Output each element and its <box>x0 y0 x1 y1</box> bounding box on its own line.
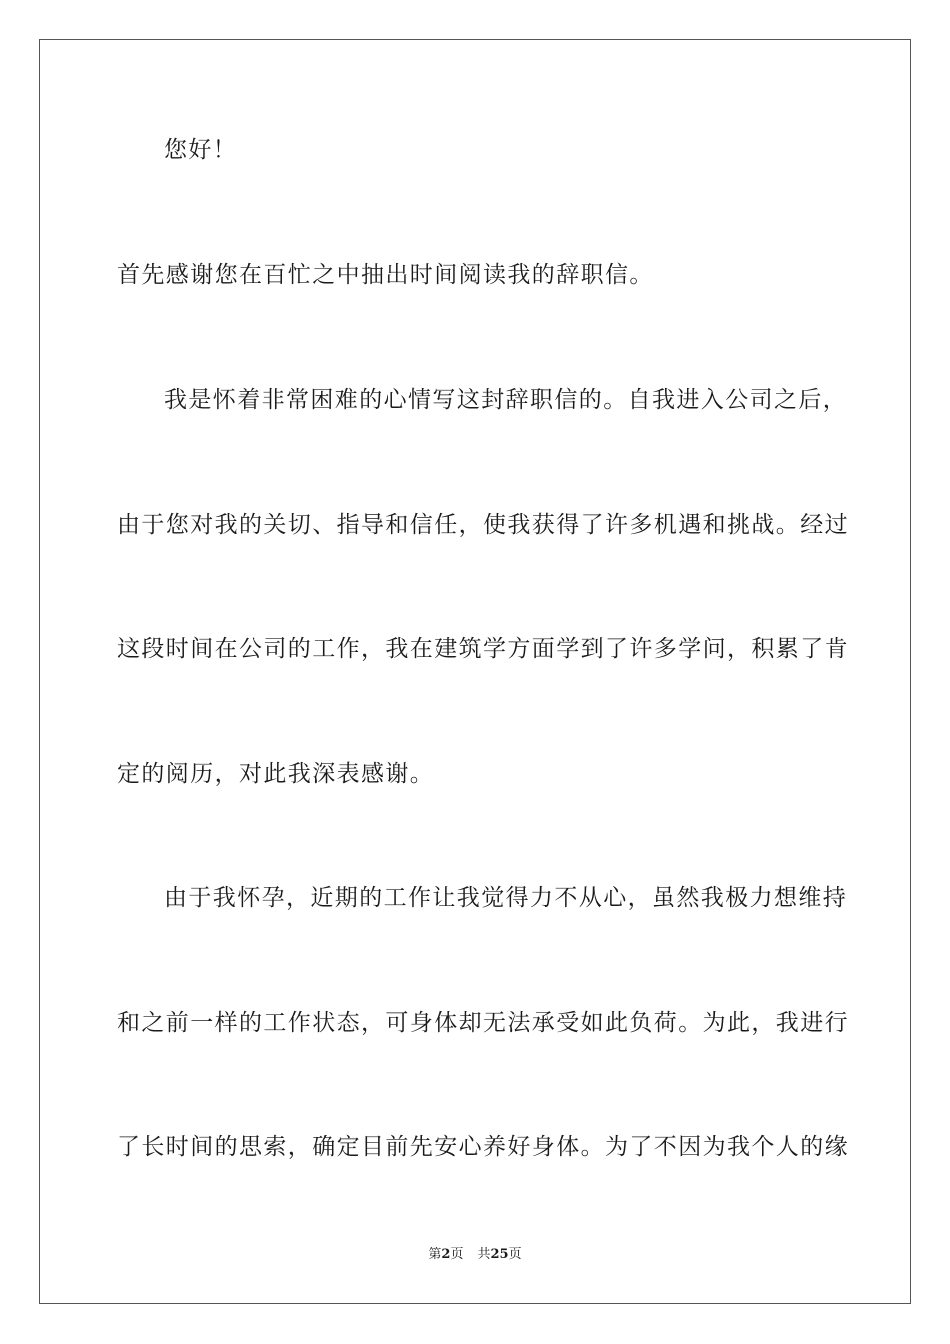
footer-total-pages: 25 <box>490 1247 509 1262</box>
footer-page-prefix: 第 <box>428 1247 442 1262</box>
paragraph-line: 定的阅历，对此我深表感谢。 <box>117 761 435 787</box>
paragraph-line: 和之前一样的工作状态，可身体却无法承受如此负荷。为此，我进行 <box>117 1010 849 1036</box>
footer-page-number: 2 <box>441 1247 451 1262</box>
paragraph-line: 由于我怀孕，近期的工作让我觉得力不从心，虽然我极力想维持 <box>164 885 848 911</box>
paragraph-line: 由于您对我的关切、指导和信任，使我获得了许多机遇和挑战。经过 <box>117 512 849 538</box>
footer-total-suffix: 页 <box>508 1247 522 1262</box>
page-footer <box>0 1246 950 1264</box>
paragraph-line: 了长时间的思索，确定目前先安心养好身体。为了不因为我个人的缘 <box>117 1134 849 1160</box>
footer-total-prefix: 共 <box>477 1247 491 1262</box>
paragraph-line: 这段时间在公司的工作，我在建筑学方面学到了许多学问，积累了肯 <box>117 636 849 662</box>
footer-page-suffix: 页 <box>450 1247 464 1262</box>
paragraph-line: 我是怀着非常困难的心情写这封辞职信的。自我进入公司之后， <box>164 387 848 413</box>
paragraph-line: 首先感谢您在百忙之中抽出时间阅读我的辞职信。 <box>117 262 654 288</box>
page-border <box>39 39 911 1304</box>
greeting-line: 您好！ <box>164 137 238 163</box>
